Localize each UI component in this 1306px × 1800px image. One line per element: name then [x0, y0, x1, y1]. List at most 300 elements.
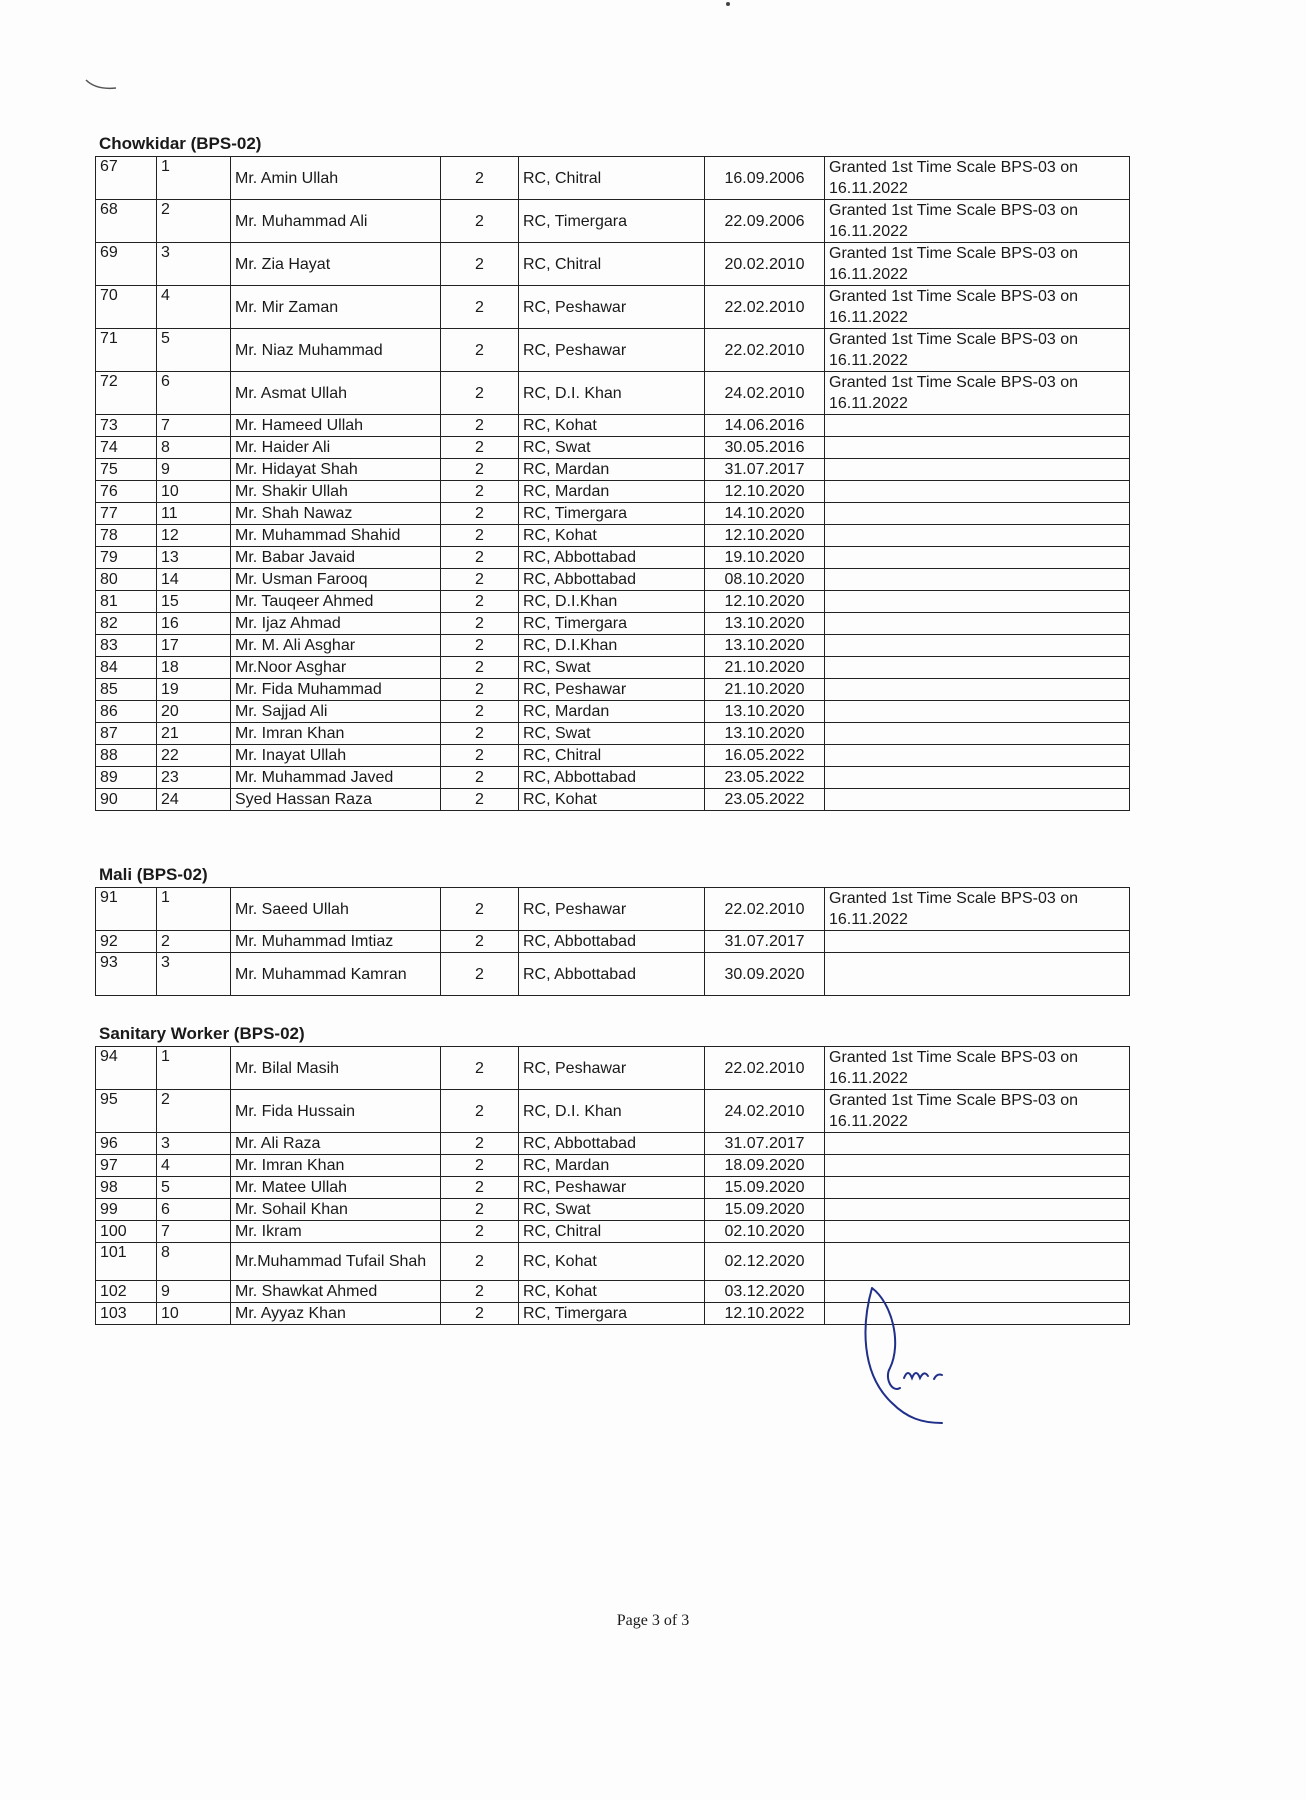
bps-grade: 2 — [441, 286, 519, 329]
serial-number: 75 — [96, 459, 157, 481]
posting-station: RC, Mardan — [519, 459, 705, 481]
serial-number: 68 — [96, 200, 157, 243]
appointment-date: 18.09.2020 — [705, 1155, 825, 1177]
appointment-date: 31.07.2017 — [705, 459, 825, 481]
remarks — [825, 1199, 1130, 1221]
employee-name: Mr. Niaz Muhammad — [231, 329, 441, 372]
employee-name: Mr. Fida Hussain — [231, 1090, 441, 1133]
appointment-date: 02.10.2020 — [705, 1221, 825, 1243]
employee-name: Mr. Muhammad Javed — [231, 767, 441, 789]
remarks — [825, 745, 1130, 767]
section-number: 8 — [157, 1243, 231, 1281]
scan-mark — [84, 70, 124, 100]
section-number: 1 — [157, 157, 231, 200]
employee-name: Mr. Hidayat Shah — [231, 459, 441, 481]
table-row — [96, 1221, 1130, 1243]
remarks — [825, 1133, 1130, 1155]
serial-number: 94 — [96, 1047, 157, 1090]
table-row — [96, 243, 1130, 286]
appointment-date: 13.10.2020 — [705, 723, 825, 745]
remarks — [825, 613, 1130, 635]
bps-grade: 2 — [441, 679, 519, 701]
appointment-date: 13.10.2020 — [705, 635, 825, 657]
remarks: Granted 1st Time Scale BPS-03 on 16.11.2022 — [825, 888, 1130, 931]
posting-station: RC, Peshawar — [519, 888, 705, 931]
remarks — [825, 1177, 1130, 1199]
staff-table — [95, 156, 1130, 811]
remarks: Granted 1st Time Scale BPS-03 on 16.11.2022 — [825, 243, 1130, 286]
serial-number: 76 — [96, 481, 157, 503]
section-sanitary-worker — [95, 1024, 1129, 1325]
employee-name: Mr. Shawkat Ahmed — [231, 1281, 441, 1303]
appointment-date: 15.09.2020 — [705, 1177, 825, 1199]
table-row — [96, 635, 1130, 657]
section-number: 7 — [157, 1221, 231, 1243]
section-number: 18 — [157, 657, 231, 679]
employee-name: Mr. Hameed Ullah — [231, 415, 441, 437]
remarks — [825, 569, 1130, 591]
section-number: 13 — [157, 547, 231, 569]
employee-name: Mr. Imran Khan — [231, 723, 441, 745]
appointment-date: 12.10.2020 — [705, 525, 825, 547]
employee-name: Mr. Muhammad Kamran — [231, 953, 441, 996]
appointment-date: 08.10.2020 — [705, 569, 825, 591]
posting-station: RC, Abbottabad — [519, 1133, 705, 1155]
table-row — [96, 569, 1130, 591]
table-row — [96, 286, 1130, 329]
posting-station: RC, Swat — [519, 657, 705, 679]
employee-name: Mr. Ayyaz Khan — [231, 1303, 441, 1325]
posting-station: RC, Mardan — [519, 1155, 705, 1177]
employee-name: Mr. Bilal Masih — [231, 1047, 441, 1090]
remarks: Granted 1st Time Scale BPS-03 on 16.11.2022 — [825, 200, 1130, 243]
section-number: 7 — [157, 415, 231, 437]
serial-number: 70 — [96, 286, 157, 329]
section-chowkidar — [95, 134, 1129, 811]
appointment-date: 12.10.2020 — [705, 591, 825, 613]
remarks — [825, 415, 1130, 437]
serial-number: 73 — [96, 415, 157, 437]
employee-name: Syed Hassan Raza — [231, 789, 441, 811]
bps-grade: 2 — [441, 1133, 519, 1155]
serial-number: 100 — [96, 1221, 157, 1243]
serial-number: 80 — [96, 569, 157, 591]
remarks: Granted 1st Time Scale BPS-03 on 16.11.2022 — [825, 157, 1130, 200]
appointment-date: 13.10.2020 — [705, 701, 825, 723]
section-number: 20 — [157, 701, 231, 723]
bps-grade: 2 — [441, 1177, 519, 1199]
section-number: 15 — [157, 591, 231, 613]
bps-grade: 2 — [441, 591, 519, 613]
table-row — [96, 1047, 1130, 1090]
table-row — [96, 767, 1130, 789]
appointment-date: 22.02.2010 — [705, 286, 825, 329]
posting-station: RC, Mardan — [519, 701, 705, 723]
posting-station: RC, Abbottabad — [519, 569, 705, 591]
employee-name: Mr. Saeed Ullah — [231, 888, 441, 931]
remarks — [825, 1243, 1130, 1281]
table-row — [96, 1243, 1130, 1281]
serial-number: 67 — [96, 157, 157, 200]
table-row — [96, 1199, 1130, 1221]
serial-number: 97 — [96, 1155, 157, 1177]
posting-station: RC, Peshawar — [519, 1177, 705, 1199]
table-row — [96, 931, 1130, 953]
posting-station: RC, Timergara — [519, 613, 705, 635]
posting-station: RC, Swat — [519, 1199, 705, 1221]
remarks: Granted 1st Time Scale BPS-03 on 16.11.2022 — [825, 372, 1130, 415]
remarks: Granted 1st Time Scale BPS-03 on 16.11.2022 — [825, 1047, 1130, 1090]
appointment-date: 22.02.2010 — [705, 1047, 825, 1090]
employee-name: Mr. Mir Zaman — [231, 286, 441, 329]
appointment-date: 31.07.2017 — [705, 931, 825, 953]
bps-grade: 2 — [441, 1047, 519, 1090]
table-row — [96, 723, 1130, 745]
table-row — [96, 701, 1130, 723]
section-title: Mali (BPS-02) — [99, 865, 208, 884]
employee-name: Mr.Muhammad Tufail Shah — [231, 1243, 441, 1281]
posting-station: RC, Peshawar — [519, 329, 705, 372]
section-number: 8 — [157, 437, 231, 459]
appointment-date: 03.12.2020 — [705, 1281, 825, 1303]
section-number: 14 — [157, 569, 231, 591]
bps-grade: 2 — [441, 635, 519, 657]
bps-grade: 2 — [441, 481, 519, 503]
bps-grade: 2 — [441, 437, 519, 459]
remarks — [825, 953, 1130, 996]
appointment-date: 19.10.2020 — [705, 547, 825, 569]
serial-number: 88 — [96, 745, 157, 767]
remarks — [825, 657, 1130, 679]
serial-number: 86 — [96, 701, 157, 723]
section-number: 3 — [157, 953, 231, 996]
appointment-date: 31.07.2017 — [705, 1133, 825, 1155]
section-number: 1 — [157, 1047, 231, 1090]
serial-number: 90 — [96, 789, 157, 811]
serial-number: 84 — [96, 657, 157, 679]
bps-grade: 2 — [441, 701, 519, 723]
table-row — [96, 657, 1130, 679]
serial-number: 103 — [96, 1303, 157, 1325]
bps-grade: 2 — [441, 1281, 519, 1303]
table-row — [96, 437, 1130, 459]
bps-grade: 2 — [441, 372, 519, 415]
serial-number: 99 — [96, 1199, 157, 1221]
remarks — [825, 525, 1130, 547]
section-title: Sanitary Worker (BPS-02) — [99, 1024, 305, 1043]
employee-name: Mr. Sohail Khan — [231, 1199, 441, 1221]
appointment-date: 16.09.2006 — [705, 157, 825, 200]
serial-number: 95 — [96, 1090, 157, 1133]
appointment-date: 23.05.2022 — [705, 789, 825, 811]
bps-grade: 2 — [441, 723, 519, 745]
appointment-date: 12.10.2022 — [705, 1303, 825, 1325]
section-number: 2 — [157, 931, 231, 953]
posting-station: RC, Peshawar — [519, 286, 705, 329]
section-number: 19 — [157, 679, 231, 701]
staff-table — [95, 887, 1130, 996]
posting-station: RC, Chitral — [519, 745, 705, 767]
posting-station: RC, Mardan — [519, 481, 705, 503]
serial-number: 72 — [96, 372, 157, 415]
employee-name: Mr. Babar Javaid — [231, 547, 441, 569]
bps-grade: 2 — [441, 329, 519, 372]
posting-station: RC, Peshawar — [519, 1047, 705, 1090]
bps-grade: 2 — [441, 1221, 519, 1243]
serial-number: 92 — [96, 931, 157, 953]
appointment-date: 15.09.2020 — [705, 1199, 825, 1221]
employee-name: Mr. M. Ali Asghar — [231, 635, 441, 657]
table-row — [96, 329, 1130, 372]
appointment-date: 14.10.2020 — [705, 503, 825, 525]
appointment-date: 13.10.2020 — [705, 613, 825, 635]
appointment-date: 12.10.2020 — [705, 481, 825, 503]
section-number: 3 — [157, 1133, 231, 1155]
remarks — [825, 635, 1130, 657]
appointment-date: 30.05.2016 — [705, 437, 825, 459]
posting-station: RC, Kohat — [519, 415, 705, 437]
posting-station: RC, Chitral — [519, 1221, 705, 1243]
appointment-date: 22.02.2010 — [705, 329, 825, 372]
remarks — [825, 503, 1130, 525]
employee-name: Mr. Zia Hayat — [231, 243, 441, 286]
table-row — [96, 888, 1130, 931]
posting-station: RC, Swat — [519, 437, 705, 459]
table-row — [96, 745, 1130, 767]
employee-name: Mr. Shah Nawaz — [231, 503, 441, 525]
posting-station: RC, D.I.Khan — [519, 591, 705, 613]
serial-number: 91 — [96, 888, 157, 931]
section-number: 10 — [157, 481, 231, 503]
bps-grade: 2 — [441, 200, 519, 243]
table-row — [96, 372, 1130, 415]
posting-station: RC, Abbottabad — [519, 767, 705, 789]
section-number: 6 — [157, 372, 231, 415]
section-number: 16 — [157, 613, 231, 635]
employee-name: Mr. Usman Farooq — [231, 569, 441, 591]
bps-grade: 2 — [441, 547, 519, 569]
appointment-date: 16.05.2022 — [705, 745, 825, 767]
remarks — [825, 723, 1130, 745]
table-row — [96, 1155, 1130, 1177]
remarks — [825, 1155, 1130, 1177]
bps-grade: 2 — [441, 789, 519, 811]
remarks: Granted 1st Time Scale BPS-03 on 16.11.2022 — [825, 1090, 1130, 1133]
serial-number: 82 — [96, 613, 157, 635]
posting-station: RC, D.I. Khan — [519, 372, 705, 415]
employee-name: Mr.Noor Asghar — [231, 657, 441, 679]
section-number: 9 — [157, 1281, 231, 1303]
employee-name: Mr. Inayat Ullah — [231, 745, 441, 767]
remarks — [825, 437, 1130, 459]
appointment-date: 22.02.2010 — [705, 888, 825, 931]
table-row — [96, 679, 1130, 701]
posting-station: RC, Timergara — [519, 503, 705, 525]
employee-name: Mr. Shakir Ullah — [231, 481, 441, 503]
appointment-date: 23.05.2022 — [705, 767, 825, 789]
remarks — [825, 1221, 1130, 1243]
employee-name: Mr. Tauqeer Ahmed — [231, 591, 441, 613]
remarks — [825, 789, 1130, 811]
appointment-date: 02.12.2020 — [705, 1243, 825, 1281]
appointment-date: 30.09.2020 — [705, 953, 825, 996]
remarks: Granted 1st Time Scale BPS-03 on 16.11.2022 — [825, 329, 1130, 372]
table-row — [96, 525, 1130, 547]
employee-name: Mr. Ali Raza — [231, 1133, 441, 1155]
employee-name: Mr. Muhammad Imtiaz — [231, 931, 441, 953]
table-row — [96, 789, 1130, 811]
posting-station: RC, D.I. Khan — [519, 1090, 705, 1133]
bps-grade: 2 — [441, 1090, 519, 1133]
section-number: 2 — [157, 200, 231, 243]
section-number: 9 — [157, 459, 231, 481]
serial-number: 96 — [96, 1133, 157, 1155]
remarks — [825, 481, 1130, 503]
remarks — [825, 679, 1130, 701]
posting-station: RC, Kohat — [519, 1243, 705, 1281]
serial-number: 69 — [96, 243, 157, 286]
table-row — [96, 459, 1130, 481]
bps-grade: 2 — [441, 1303, 519, 1325]
table-row — [96, 157, 1130, 200]
bps-grade: 2 — [441, 767, 519, 789]
serial-number: 89 — [96, 767, 157, 789]
remarks — [825, 459, 1130, 481]
table-row — [96, 591, 1130, 613]
bps-grade: 2 — [441, 613, 519, 635]
bps-grade: 2 — [441, 953, 519, 996]
scan-mark — [720, 0, 760, 20]
serial-number: 71 — [96, 329, 157, 372]
posting-station: RC, Abbottabad — [519, 547, 705, 569]
bps-grade: 2 — [441, 745, 519, 767]
appointment-date: 24.02.2010 — [705, 1090, 825, 1133]
serial-number: 77 — [96, 503, 157, 525]
appointment-date: 20.02.2010 — [705, 243, 825, 286]
serial-number: 87 — [96, 723, 157, 745]
section-number: 5 — [157, 329, 231, 372]
section-number: 4 — [157, 1155, 231, 1177]
appointment-date: 21.10.2020 — [705, 679, 825, 701]
section-number: 4 — [157, 286, 231, 329]
serial-number: 81 — [96, 591, 157, 613]
section-number: 3 — [157, 243, 231, 286]
section-number: 2 — [157, 1090, 231, 1133]
employee-name: Mr. Muhammad Ali — [231, 200, 441, 243]
employee-name: Mr. Matee Ullah — [231, 1177, 441, 1199]
posting-station: RC, Chitral — [519, 243, 705, 286]
section-number: 12 — [157, 525, 231, 547]
employee-name: Mr. Ijaz Ahmad — [231, 613, 441, 635]
remarks: Granted 1st Time Scale BPS-03 on 16.11.2022 — [825, 286, 1130, 329]
posting-station: RC, Swat — [519, 723, 705, 745]
posting-station: RC, Abbottabad — [519, 953, 705, 996]
section-number: 1 — [157, 888, 231, 931]
serial-number: 102 — [96, 1281, 157, 1303]
serial-number: 101 — [96, 1243, 157, 1281]
section-number: 17 — [157, 635, 231, 657]
section-number: 6 — [157, 1199, 231, 1221]
posting-station: RC, Timergara — [519, 1303, 705, 1325]
serial-number: 74 — [96, 437, 157, 459]
posting-station: RC, Chitral — [519, 157, 705, 200]
remarks — [825, 701, 1130, 723]
signature — [862, 1283, 982, 1433]
serial-number: 79 — [96, 547, 157, 569]
table-row — [96, 1133, 1130, 1155]
section-title: Chowkidar (BPS-02) — [99, 134, 262, 153]
section-number: 22 — [157, 745, 231, 767]
page-number: Page 3 of 3 — [616, 1612, 690, 1629]
remarks — [825, 767, 1130, 789]
serial-number: 83 — [96, 635, 157, 657]
serial-number: 78 — [96, 525, 157, 547]
bps-grade: 2 — [441, 157, 519, 200]
appointment-date: 21.10.2020 — [705, 657, 825, 679]
section-number: 5 — [157, 1177, 231, 1199]
serial-number: 98 — [96, 1177, 157, 1199]
posting-station: RC, Kohat — [519, 789, 705, 811]
table-row — [96, 547, 1130, 569]
table-row — [96, 953, 1130, 996]
employee-name: Mr. Amin Ullah — [231, 157, 441, 200]
employee-name: Mr. Asmat Ullah — [231, 372, 441, 415]
table-row — [96, 481, 1130, 503]
remarks — [825, 547, 1130, 569]
serial-number: 85 — [96, 679, 157, 701]
bps-grade: 2 — [441, 1199, 519, 1221]
appointment-date: 24.02.2010 — [705, 372, 825, 415]
bps-grade: 2 — [441, 1155, 519, 1177]
remarks — [825, 931, 1130, 953]
table-row — [96, 1090, 1130, 1133]
appointment-date: 14.06.2016 — [705, 415, 825, 437]
appointment-date: 22.09.2006 — [705, 200, 825, 243]
table-row — [96, 503, 1130, 525]
employee-name: Mr. Sajjad Ali — [231, 701, 441, 723]
bps-grade: 2 — [441, 243, 519, 286]
remarks — [825, 591, 1130, 613]
bps-grade: 2 — [441, 459, 519, 481]
bps-grade: 2 — [441, 657, 519, 679]
serial-number: 93 — [96, 953, 157, 996]
posting-station: RC, Kohat — [519, 525, 705, 547]
employee-name: Mr. Fida Muhammad — [231, 679, 441, 701]
employee-name: Mr. Ikram — [231, 1221, 441, 1243]
table-row — [96, 415, 1130, 437]
employee-name: Mr. Imran Khan — [231, 1155, 441, 1177]
employee-name: Mr. Haider Ali — [231, 437, 441, 459]
bps-grade: 2 — [441, 525, 519, 547]
posting-station: RC, Peshawar — [519, 679, 705, 701]
posting-station: RC, D.I.Khan — [519, 635, 705, 657]
bps-grade: 2 — [441, 1243, 519, 1281]
posting-station: RC, Timergara — [519, 200, 705, 243]
table-row — [96, 1177, 1130, 1199]
section-number: 23 — [157, 767, 231, 789]
employee-name: Mr. Muhammad Shahid — [231, 525, 441, 547]
table-row — [96, 613, 1130, 635]
table-row — [96, 200, 1130, 243]
bps-grade: 2 — [441, 503, 519, 525]
posting-station: RC, Abbottabad — [519, 931, 705, 953]
section-number: 11 — [157, 503, 231, 525]
posting-station: RC, Kohat — [519, 1281, 705, 1303]
section-number: 24 — [157, 789, 231, 811]
bps-grade: 2 — [441, 415, 519, 437]
section-mali — [95, 865, 1129, 996]
bps-grade: 2 — [441, 888, 519, 931]
